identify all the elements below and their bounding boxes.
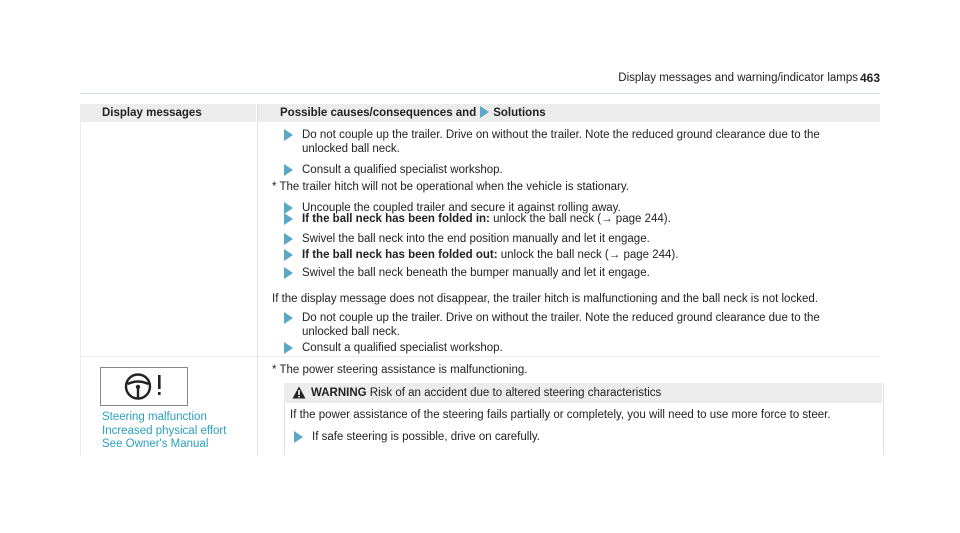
- row-divider: [80, 356, 880, 357]
- warning-label: WARNING: [311, 387, 367, 399]
- display-message-line: Increased physical effort: [102, 425, 227, 437]
- row1-line: Do not couple up the trailer. Drive on without the trailer. Note the reduced ground clearance due to the: [302, 312, 820, 324]
- condition-text: unlock the ball neck (→ page 244).: [497, 249, 679, 261]
- section-title: Display messages and warning/indicator lamps: [618, 72, 858, 84]
- warning-triangle-icon: [292, 386, 306, 399]
- left-border: [80, 122, 81, 456]
- arrow-bullet-icon: [284, 342, 293, 354]
- warning-text: Risk of an accident due to altered steering characteristics: [366, 387, 662, 399]
- row1-line: Do not couple up the trailer. Drive on without the trailer. Note the reduced ground clearance due to the: [302, 129, 820, 141]
- table-header-display-messages: Display messages: [80, 104, 256, 122]
- header-causes-label: Possible causes/consequences and: [280, 107, 477, 119]
- row1-line: Swivel the ball neck beneath the bumper manually and let it engage.: [302, 267, 650, 279]
- header-solutions-label: Solutions: [493, 107, 546, 119]
- row1-line: Consult a qualified specialist workshop.: [302, 342, 503, 354]
- arrow-bullet-icon: [294, 431, 303, 443]
- steering-warning-icon-box: [100, 367, 188, 406]
- table-header-causes-solutions: [258, 104, 880, 122]
- warning-title: [311, 386, 661, 400]
- arrow-bullet-icon: [284, 129, 293, 141]
- row1-line: If the display message does not disappear, the trailer hitch is malfunctioning and the ball neck is not locked.: [272, 293, 818, 305]
- page-number: 463: [859, 71, 880, 85]
- display-message-line: See Owner's Manual: [102, 438, 209, 450]
- steering-wheel-warning-icon: [101, 368, 187, 405]
- condition-label: If the ball neck has been folded out:: [302, 249, 498, 261]
- row1-line: [302, 212, 671, 226]
- arrow-bullet-icon: [284, 267, 293, 279]
- cause-text: * The power steering assistance is malfunctioning.: [272, 364, 528, 376]
- row1-line: unlocked ball neck.: [302, 143, 400, 155]
- arrow-bullet-icon: [284, 164, 293, 176]
- arrow-bullet-icon: [284, 213, 293, 225]
- header-rule: [80, 93, 880, 94]
- arrow-bullet-icon: [284, 249, 293, 261]
- warning-action: If safe steering is possible, drive on carefully.: [312, 431, 540, 443]
- row1-line: Swivel the ball neck into the end position manually and let it engage.: [302, 233, 650, 245]
- row1-line: Uncouple the coupled trailer and secure it against rolling away.: [302, 202, 621, 214]
- arrow-icon: [480, 106, 489, 118]
- row1-line: Consult a qualified specialist workshop.: [302, 164, 503, 176]
- display-message-line: Steering malfunction: [102, 411, 207, 423]
- condition-text: unlock the ball neck (→ page 244).: [489, 213, 671, 225]
- arrow-bullet-icon: [284, 233, 293, 245]
- row1-line: [302, 248, 678, 262]
- column-divider: [257, 104, 258, 456]
- condition-label: If the ball neck has been folded in:: [302, 213, 490, 225]
- warning-body: If the power assistance of the steering fails partially or completely, you will need to use more force to steer.: [290, 409, 831, 421]
- arrow-bullet-icon: [284, 312, 293, 324]
- row1-line: * The trailer hitch will not be operational when the vehicle is stationary.: [272, 181, 629, 193]
- row1-line: unlocked ball neck.: [302, 326, 400, 338]
